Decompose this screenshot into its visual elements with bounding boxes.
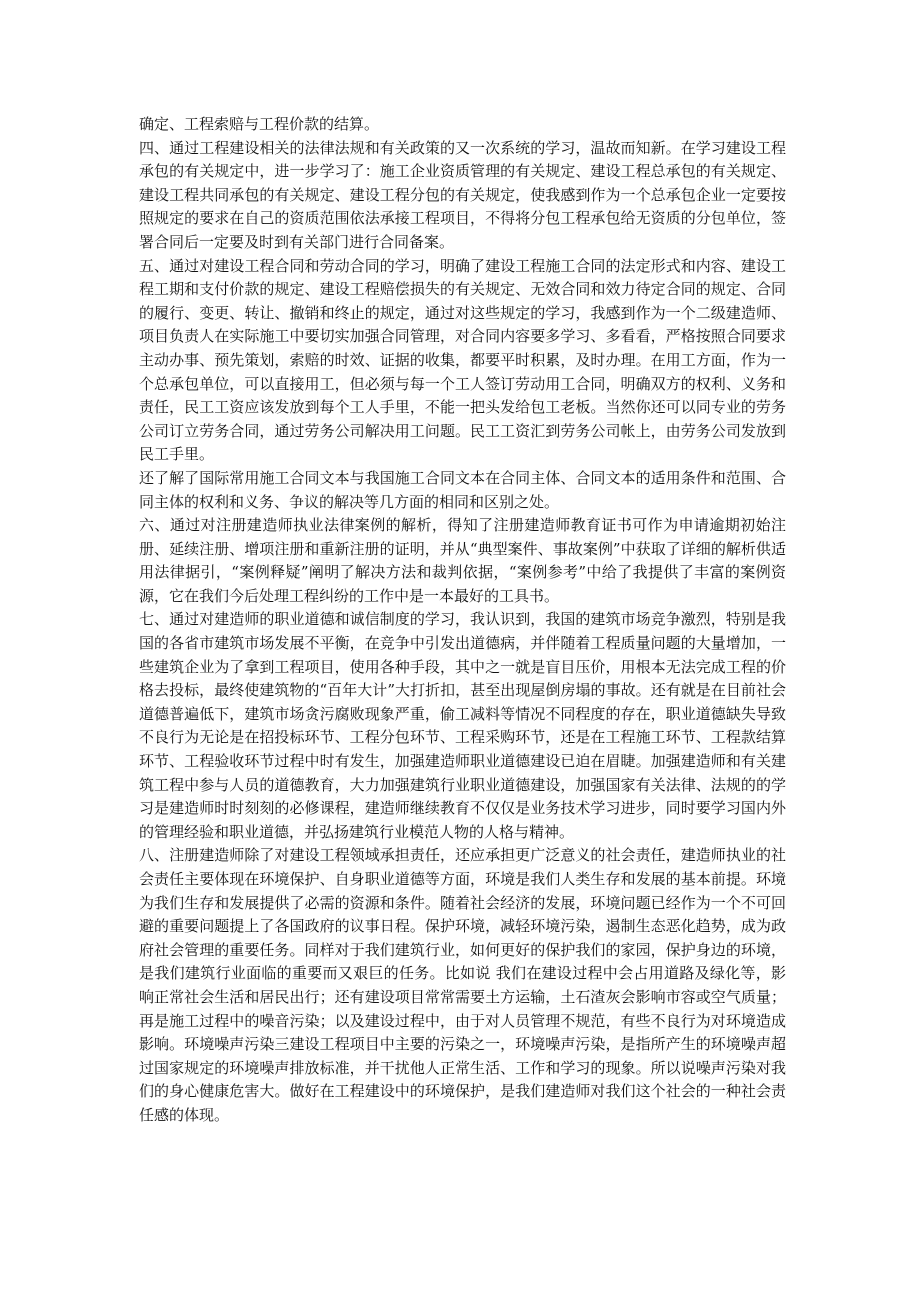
paragraph-section-8: 八、注册建造师除了对建设工程领域承担责任，还应承担更广泛意义的社会责任，建造师执业的社会责任主要体现在环境保护、自身职业道德等方面，环境是我们人类生存和发展的基本前提。环境为我们生存和发展提供了必需的资源和条件。随着社会经济的发展，环境问题已经作为一个不可回避的重要问题提上了各国政府的议事日程。保护环境，减轻环境污染，遏制生态恶化趋势，成为政府社会管理的重要任务。同样对于我们建筑行业，如何更好的保护我们的家园，保护身边的环境，是我们建筑行业面临的重要而又艰巨的任务。比如说 我们在建设过程中会占用道路及绿化等，影响正常社会生活和居民出行；还有建设项目常常需要土方运输，土石渣灰会影响市容或空气质量；再是施工过程中的噪音污染；以及建设过程中，由于对人员管理不规范，有些不良行为对环境造成影响。环境噪声污染三建设工程项目中主要的污染之一，环境噪声污染，是指所产生的环境噪声超过国家规定的环境噪声排放标准，并干扰他人正常生活、工作和学习的现象。所以说噪声污染对我们的身心健康危害大。做好在工程建设中的环境保护，是我们建造师对我们这个社会的一种社会责任感的体现。 bbox=[139, 846, 786, 1124]
paragraph-section-6: 六、通过对注册建造师执业法律案例的解析，得知了注册建造师教育证书可作为申请逾期初始注册、延续注册、增项注册和重新注册的证明，并从“典型案件、事故案例”中获取了详细的解析供适用法律据引，“案例释疑”阐明了解决方法和裁判依据，“案例参考”中给了我提供了丰富的案例资源，它在我们今后处理工程纠纷的工作中是一本最好的工具书。 bbox=[139, 516, 786, 605]
document-page bbox=[139, 113, 786, 1128]
paragraph-section-7: 七、通过对建造师的职业道德和诚信制度的学习，我认识到，我国的建筑市场竞争激烈，特别是我国的各省市建筑市场发展不平衡，在竞争中引发出道德病，并伴随着工程质量问题的大量增加，一些建筑企业为了拿到工程项目，使用各种手段，其中之一就是盲目压价，用根本无法完成工程的价格去投标，最终使建筑物的“百年大计”大打折扣，甚至出现屋倒房塌的事故。还有就是在目前社会道德普遍低下，建筑市场贪污腐败现象严重，偷工减料等情况不同程度的存在，职业道德缺失导致不良行为无论是在招投标环节、工程分包环节、工程采购环节，还是在工程施工环节、工程款结算环节、工程验收环节过程中时有发生，加强建造师职业道德建设已迫在眉睫。加强建造师和有关建筑工程中参与人员的道德教育，大力加强建筑行业职业道德建设，加强国家有关法律、法规的的学习是建造师时时刻刻的必修课程，建造师继续教育不仅仅是业务技术学习进步，同时要学习国内外的管理经验和职业道德，并弘扬建筑行业模范人物的人格与精神。 bbox=[139, 610, 786, 841]
paragraph-section-5: 五、通过对建设工程合同和劳动合同的学习，明确了建设工程施工合同的法定形式和内容、建设工程工期和支付价款的规定、建设工程赔偿损失的有关规定、无效合同和效力待定合同的规定、合同的履行、变更、转让、撤销和终止的规定，通过对这些规定的学习，我感到作为一个二级建造师、项目负责人在实际施工中要切实加强合同管理，对合同内容要多学习、多看看，严格按照合同要求主动办事、预先策划，索赔的时效、证据的收集，都要平时积累，及时办理。在用工方面，作为一个总承包单位，可以直接用工，但必须与每一个工人签订劳动用工合同，明确双方的权利、义务和责任，民工工资应该发放到每个工人手里，不能一把头发给包工老板。当然你还可以同专业的劳务公司订立劳务合同，通过劳务公司解决用工问题。民工工资汇到劳务公司帐上，由劳务公司发放到民工手里。 bbox=[139, 256, 786, 464]
paragraph-section-4: 四、通过工程建设相关的法律法规和有关政策的又一次系统的学习，温故而知新。在学习建设工程承包的有关规定中，进一步学习了：施工企业资质管理的有关规定、建设工程总承包的有关规定、建设工程共同承包的有关规定、建设工程分包的有关规定，使我感到作为一个总承包企业一定要按照规定的要求在自己的资质范围依法承接工程项目，不得将分包工程承包给无资质的分包单位，签署合同后一定要及时到有关部门进行合同备案。 bbox=[139, 138, 786, 251]
paragraph-settlement: 确定、工程索赔与工程价款的结算。 bbox=[139, 115, 380, 133]
paragraph-international-contracts: 还了解了国际常用施工合同文本与我国施工合同文本在合同主体、合同文本的适用条件和范围、合同主体的权利和义务、争议的解决等几方面的相同和区别之处。 bbox=[139, 468, 786, 511]
